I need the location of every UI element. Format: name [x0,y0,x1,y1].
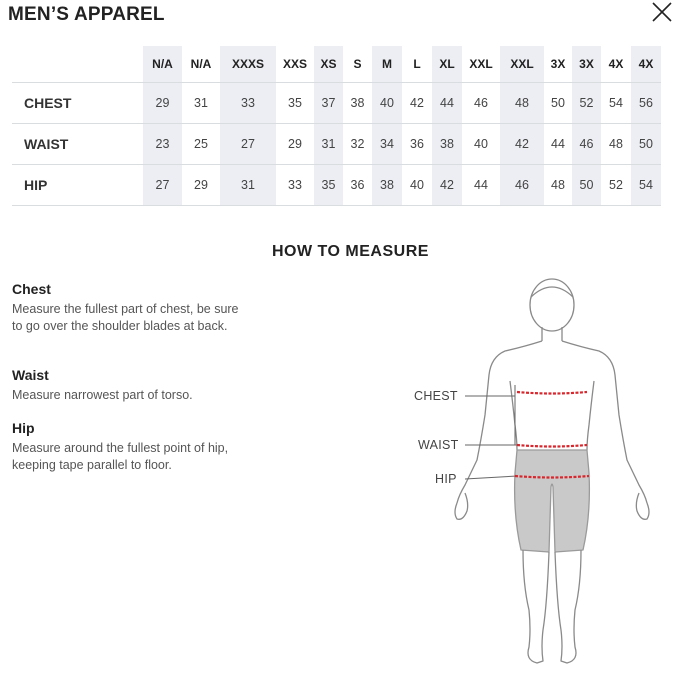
size-value-cell: 33 [276,165,314,206]
size-value-cell: 56 [631,83,661,124]
row-label: WAIST [12,124,143,165]
corner-cell [12,46,143,83]
size-value-cell: 35 [314,165,343,206]
hip-heading: Hip [12,420,35,436]
shorts-shape [515,450,590,552]
figure-label-hip: HIP [435,472,457,486]
waist-instructions [12,367,262,404]
size-value-cell: 23 [143,124,182,165]
size-value-cell: 29 [143,83,182,124]
chest-text: Measure the fullest part of chest, be sure to go over the shoulder blades at back. [12,302,239,333]
size-value-cell: 36 [343,165,372,206]
size-value-cell: 29 [182,165,220,206]
size-value-cell: 40 [402,165,432,206]
size-header-row [12,46,661,83]
chest-heading: Chest [12,281,51,297]
size-value-cell: 46 [572,124,601,165]
size-value-cell: 50 [631,124,661,165]
size-value-cell: 40 [462,124,500,165]
hip-instructions [12,420,262,473]
size-header-cell: N/A [143,46,182,83]
size-value-cell: 25 [182,124,220,165]
size-value-cell: 31 [220,165,276,206]
size-value-cell: 32 [343,124,372,165]
size-value-cell: 29 [276,124,314,165]
size-header-cell: S [353,57,362,71]
size-header-cell: M [372,46,402,83]
size-value-cell: 27 [143,165,182,206]
close-button[interactable] [650,0,674,24]
size-header-cell: XXXS [220,46,276,83]
close-icon [650,0,674,24]
size-row-waist [12,124,661,165]
page-title: MEN’S APPAREL [8,4,165,25]
chest-instructions [12,281,262,334]
figure-label-waist: WAIST [418,438,459,452]
row-label: HIP [12,165,143,206]
size-value-cell: 31 [314,124,343,165]
size-value-cell: 48 [601,124,631,165]
size-value-cell: 27 [220,124,276,165]
size-header-cell: 3X [550,57,566,71]
size-value-cell: 31 [182,83,220,124]
size-value-cell: 54 [601,83,631,124]
size-header-cell: XXL [469,57,493,71]
row-label: CHEST [12,83,143,124]
size-value-cell: 42 [402,83,432,124]
how-to-measure-title: HOW TO MEASURE [272,243,429,260]
size-value-cell: 44 [462,165,500,206]
size-value-cell: 40 [372,83,402,124]
size-value-cell: 46 [500,165,544,206]
size-row-chest [12,83,661,124]
waist-text: Measure narrowest part of torso. [12,388,193,402]
chest-tape [517,392,587,394]
size-value-cell: 33 [220,83,276,124]
hip-text: Measure around the fullest point of hip, keeping tape parallel to floor. [12,441,229,472]
size-value-cell: 46 [462,83,500,124]
size-header-cell: XXL [500,46,544,83]
waist-heading: Waist [12,367,49,383]
size-value-cell: 38 [343,83,372,124]
size-value-cell: 35 [276,83,314,124]
size-value-cell: 38 [372,165,402,206]
size-value-cell: 50 [544,83,572,124]
size-value-cell: 38 [432,124,462,165]
size-header-cell: XXS [282,57,307,71]
size-row-hip [12,165,661,206]
size-header-cell: 4X [608,57,624,71]
size-value-cell: 44 [432,83,462,124]
size-header-cell: N/A [190,57,212,71]
size-chart-table [12,46,661,206]
size-value-cell: 44 [544,124,572,165]
size-value-cell: 48 [500,83,544,124]
waist-tape [517,445,587,447]
size-value-cell: 52 [572,83,601,124]
size-value-cell: 42 [432,165,462,206]
size-header-cell: 4X [631,46,661,83]
size-value-cell: 37 [314,83,343,124]
size-value-cell: 54 [631,165,661,206]
size-value-cell: 52 [601,165,631,206]
size-header-cell: L [413,57,421,71]
size-value-cell: 34 [372,124,402,165]
measurement-figure [405,275,650,670]
size-value-cell: 42 [500,124,544,165]
size-header-cell: XS [314,46,343,83]
figure-label-chest: CHEST [414,389,458,403]
size-header-cell: XL [432,46,462,83]
size-value-cell: 50 [572,165,601,206]
hip-leader-line [465,476,517,479]
size-header-cell: 3X [572,46,601,83]
size-value-cell: 48 [544,165,572,206]
size-value-cell: 36 [402,124,432,165]
